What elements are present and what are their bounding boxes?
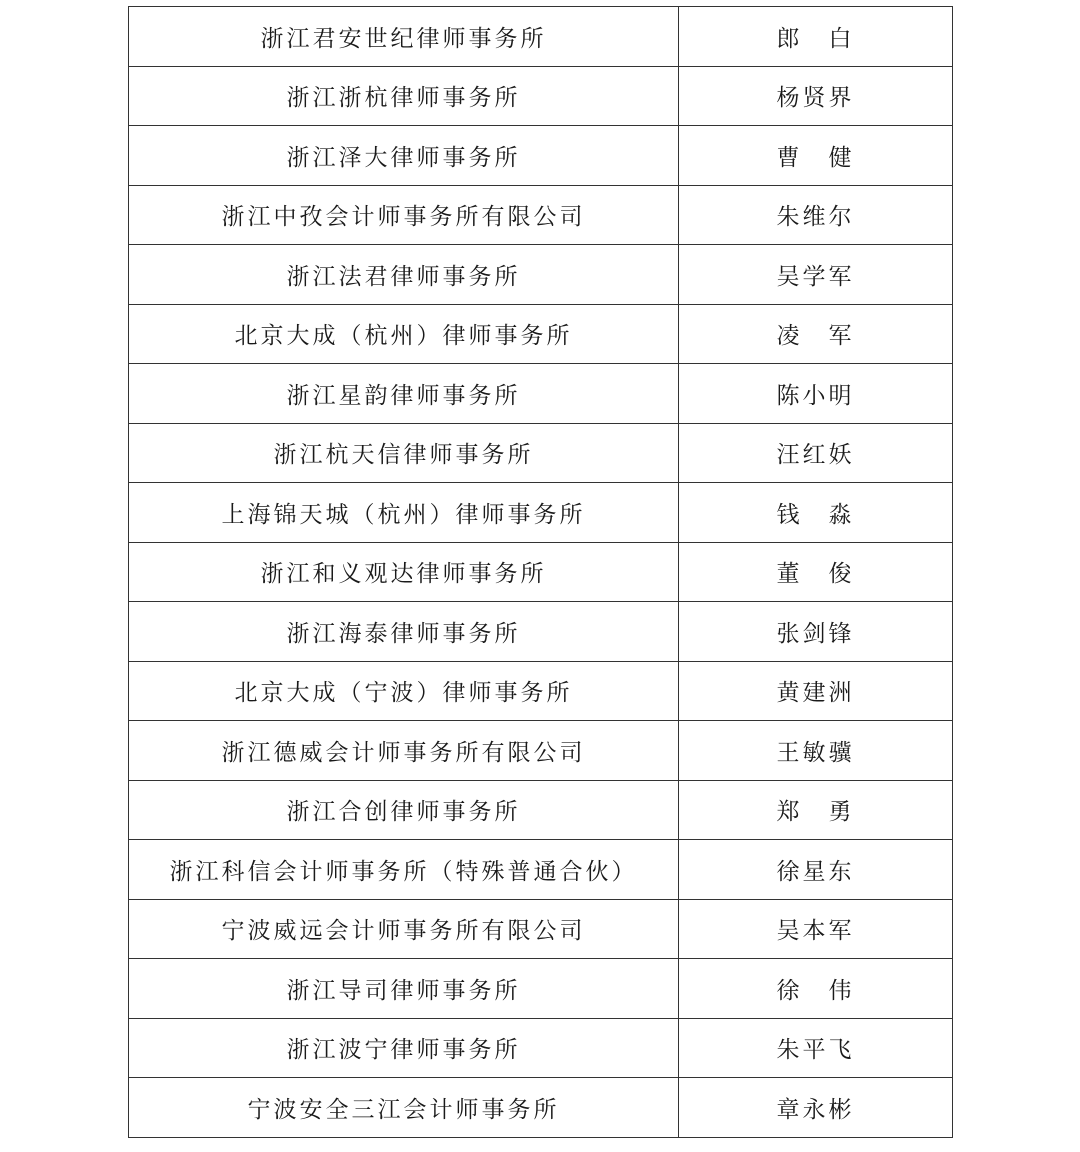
- table-row: [129, 423, 953, 483]
- organization-cell: 北京大成（杭州）律师事务所: [129, 304, 679, 364]
- table-row: [129, 899, 953, 959]
- person-name-cell: 吴本军: [679, 899, 953, 959]
- table-row: [129, 304, 953, 364]
- table-row: [129, 542, 953, 602]
- person-name-cell: 张剑锋: [679, 602, 953, 662]
- table-row: [129, 602, 953, 662]
- organization-cell: 浙江杭天信律师事务所: [129, 423, 679, 483]
- table-row: [129, 721, 953, 781]
- table-row: [129, 780, 953, 840]
- table-row: [129, 245, 953, 305]
- organization-cell: 宁波威远会计师事务所有限公司: [129, 899, 679, 959]
- organization-cell: 浙江导司律师事务所: [129, 959, 679, 1019]
- person-name-cell: 章永彬: [679, 1078, 953, 1138]
- table-row: [129, 126, 953, 186]
- table-row: [129, 959, 953, 1019]
- person-name-cell: 凌 军: [679, 304, 953, 364]
- organization-cell: 浙江海泰律师事务所: [129, 602, 679, 662]
- table-row: [129, 364, 953, 424]
- table-row: [129, 185, 953, 245]
- organization-cell: 浙江中孜会计师事务所有限公司: [129, 185, 679, 245]
- organization-cell: 浙江君安世纪律师事务所: [129, 7, 679, 67]
- table-row: [129, 1078, 953, 1138]
- organization-cell: 上海锦天城（杭州）律师事务所: [129, 483, 679, 543]
- table-row: [129, 1018, 953, 1078]
- table-row: [129, 66, 953, 126]
- person-name-cell: 汪红妖: [679, 423, 953, 483]
- organization-cell: 浙江波宁律师事务所: [129, 1018, 679, 1078]
- person-name-cell: 黄建洲: [679, 661, 953, 721]
- person-name-cell: 徐星东: [679, 840, 953, 900]
- person-name-cell: 徐 伟: [679, 959, 953, 1019]
- organization-cell: 北京大成（宁波）律师事务所: [129, 661, 679, 721]
- person-name-cell: 王敏骥: [679, 721, 953, 781]
- person-name-cell: 吴学军: [679, 245, 953, 305]
- person-name-cell: 曹 健: [679, 126, 953, 186]
- organization-cell: 浙江科信会计师事务所（特殊普通合伙）: [129, 840, 679, 900]
- organization-cell: 浙江合创律师事务所: [129, 780, 679, 840]
- organization-cell: 浙江德威会计师事务所有限公司: [129, 721, 679, 781]
- person-name-cell: 钱 淼: [679, 483, 953, 543]
- organization-cell: 浙江和义观达律师事务所: [129, 542, 679, 602]
- organization-cell: 浙江星韵律师事务所: [129, 364, 679, 424]
- table-row: [129, 483, 953, 543]
- organization-cell: 浙江泽大律师事务所: [129, 126, 679, 186]
- table-row: [129, 7, 953, 67]
- person-name-cell: 董 俊: [679, 542, 953, 602]
- person-name-cell: 陈小明: [679, 364, 953, 424]
- member-table: [128, 6, 953, 1138]
- table-row: [129, 661, 953, 721]
- person-name-cell: 郎 白: [679, 7, 953, 67]
- table-row: [129, 840, 953, 900]
- person-name-cell: 朱平飞: [679, 1018, 953, 1078]
- organization-cell: 浙江浙杭律师事务所: [129, 66, 679, 126]
- organization-cell: 宁波安全三江会计师事务所: [129, 1078, 679, 1138]
- person-name-cell: 杨贤界: [679, 66, 953, 126]
- organization-cell: 浙江法君律师事务所: [129, 245, 679, 305]
- person-name-cell: 郑 勇: [679, 780, 953, 840]
- person-name-cell: 朱维尔: [679, 185, 953, 245]
